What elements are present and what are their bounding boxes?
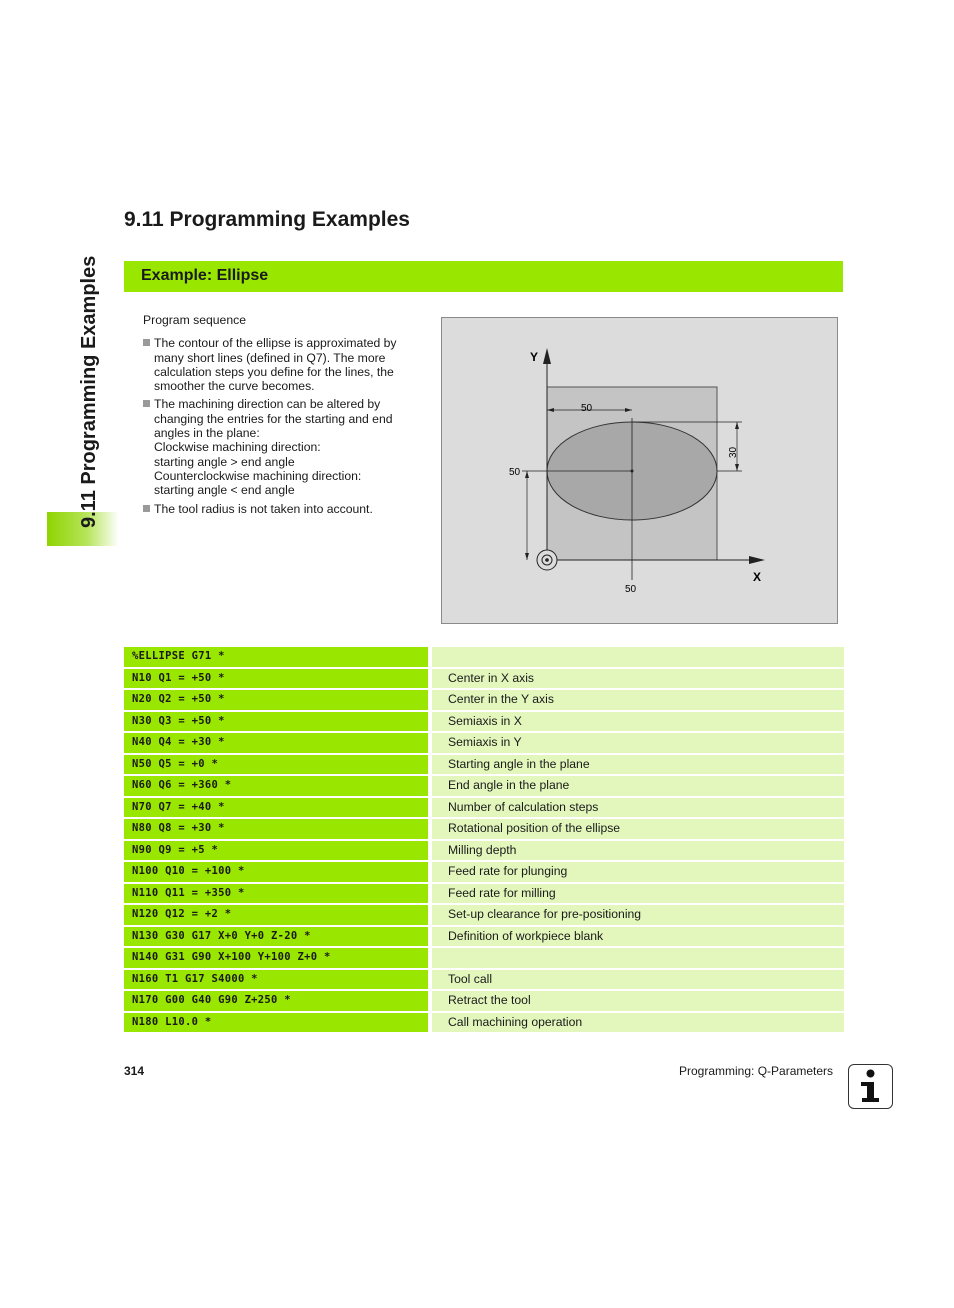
bullet-text: The machining direction can be altered by changing the entries for the starting and end angles in the plane: bbox=[154, 397, 393, 441]
page-title: 9.11 Programming Examples bbox=[124, 208, 410, 231]
program-description: Number of calculation steps bbox=[432, 798, 844, 818]
y-axis-arrow bbox=[543, 348, 551, 364]
program-code: N100 Q10 = +100 * bbox=[124, 862, 428, 882]
dim-arrow bbox=[525, 553, 529, 560]
program-description: Tool call bbox=[432, 970, 844, 990]
program-code: N90 Q9 = +5 * bbox=[124, 841, 428, 861]
program-code: N140 G31 G90 X+100 Y+100 Z+0 * bbox=[124, 948, 428, 968]
intro-lead: Program sequence bbox=[143, 313, 246, 327]
program-description: Set-up clearance for pre-positioning bbox=[432, 905, 844, 925]
intro-text bbox=[143, 313, 423, 520]
program-description: Semiaxis in Y bbox=[432, 733, 844, 753]
program-description: End angle in the plane bbox=[432, 776, 844, 796]
bullet-subline: starting angle > end angle bbox=[154, 454, 295, 469]
table-row bbox=[124, 755, 844, 775]
program-code: N20 Q2 = +50 * bbox=[124, 690, 428, 710]
dim-label-left: 50 bbox=[509, 467, 521, 478]
program-description: Starting angle in the plane bbox=[432, 755, 844, 775]
program-description bbox=[432, 948, 844, 968]
table-row bbox=[124, 970, 844, 990]
table-row bbox=[124, 862, 844, 882]
program-code: N170 G00 G40 G90 Z+250 * bbox=[124, 991, 428, 1011]
program-description: Definition of workpiece blank bbox=[432, 927, 844, 947]
chapter-title: Programming: Q-Parameters bbox=[679, 1064, 834, 1078]
program-code: N80 Q8 = +30 * bbox=[124, 819, 428, 839]
table-row bbox=[124, 776, 844, 796]
dim-arrow bbox=[735, 422, 739, 429]
bullet-text: The tool radius is not taken into account. bbox=[154, 501, 373, 516]
program-description: Call machining operation bbox=[432, 1013, 844, 1033]
table-row bbox=[124, 884, 844, 904]
ellipse-drawing bbox=[442, 318, 837, 623]
dim-label-right: 30 bbox=[728, 446, 739, 458]
program-description: Feed rate for plunging bbox=[432, 862, 844, 882]
table-row bbox=[124, 1013, 844, 1033]
table-row bbox=[124, 798, 844, 818]
program-table bbox=[124, 647, 844, 1034]
program-description: Feed rate for milling bbox=[432, 884, 844, 904]
program-code: N120 Q12 = +2 * bbox=[124, 905, 428, 925]
program-description: Center in the Y axis bbox=[432, 690, 844, 710]
program-code: N130 G30 G17 X+0 Y+0 Z-20 * bbox=[124, 927, 428, 947]
table-row bbox=[124, 927, 844, 947]
bullet-item bbox=[143, 336, 423, 393]
program-description bbox=[432, 647, 844, 667]
y-axis-label: Y bbox=[530, 350, 539, 364]
bullet-subline: Clockwise machining direction: bbox=[154, 440, 321, 455]
dim-label-bottom: 50 bbox=[625, 584, 637, 595]
page-number: 314 bbox=[124, 1064, 145, 1078]
bullet-item bbox=[143, 397, 423, 497]
ellipse-figure bbox=[441, 317, 838, 624]
program-code: N40 Q4 = +30 * bbox=[124, 733, 428, 753]
program-code: N10 Q1 = +50 * bbox=[124, 669, 428, 689]
info-icon bbox=[848, 1064, 893, 1109]
table-row bbox=[124, 841, 844, 861]
table-row bbox=[124, 690, 844, 710]
section-header bbox=[124, 261, 843, 292]
table-row bbox=[124, 905, 844, 925]
table-row bbox=[124, 647, 844, 667]
program-description: Rotational position of the ellipse bbox=[432, 819, 844, 839]
program-description: Milling depth bbox=[432, 841, 844, 861]
side-tab-title: 9.11 Programming Examples bbox=[78, 255, 100, 528]
dim-arrow bbox=[735, 464, 739, 471]
program-code: N110 Q11 = +350 * bbox=[124, 884, 428, 904]
side-tab bbox=[70, 210, 110, 530]
bullet-subline: starting angle < end angle bbox=[154, 483, 295, 498]
bullet-subline: Counterclockwise machining direction: bbox=[154, 468, 362, 483]
program-description: Semiaxis in X bbox=[432, 712, 844, 732]
dim-arrow bbox=[525, 471, 529, 478]
program-code: %ELLIPSE G71 * bbox=[124, 647, 428, 667]
bullet-item bbox=[143, 502, 423, 516]
program-code: N60 Q6 = +360 * bbox=[124, 776, 428, 796]
program-description: Center in X axis bbox=[432, 669, 844, 689]
table-row bbox=[124, 819, 844, 839]
program-code: N30 Q3 = +50 * bbox=[124, 712, 428, 732]
table-row bbox=[124, 948, 844, 968]
section-title: Example: Ellipse bbox=[141, 267, 269, 284]
x-axis-arrow bbox=[749, 556, 765, 564]
program-code: N160 T1 G17 S4000 * bbox=[124, 970, 428, 990]
datum-point bbox=[545, 558, 549, 562]
program-description: Retract the tool bbox=[432, 991, 844, 1011]
program-code: N180 L10.0 * bbox=[124, 1013, 428, 1033]
table-row bbox=[124, 712, 844, 732]
table-row bbox=[124, 991, 844, 1011]
ellipse-center bbox=[631, 470, 634, 473]
x-axis-label: X bbox=[753, 570, 762, 584]
bullet-text: The contour of the ellipse is approximated by many short lines (defined in Q7). The more calculation steps you define for the lines, the smoother the curve becomes. bbox=[154, 336, 397, 394]
table-row bbox=[124, 733, 844, 753]
program-code: N50 Q5 = +0 * bbox=[124, 755, 428, 775]
dim-label-top: 50 bbox=[581, 403, 593, 414]
table-row bbox=[124, 669, 844, 689]
program-code: N70 Q7 = +40 * bbox=[124, 798, 428, 818]
